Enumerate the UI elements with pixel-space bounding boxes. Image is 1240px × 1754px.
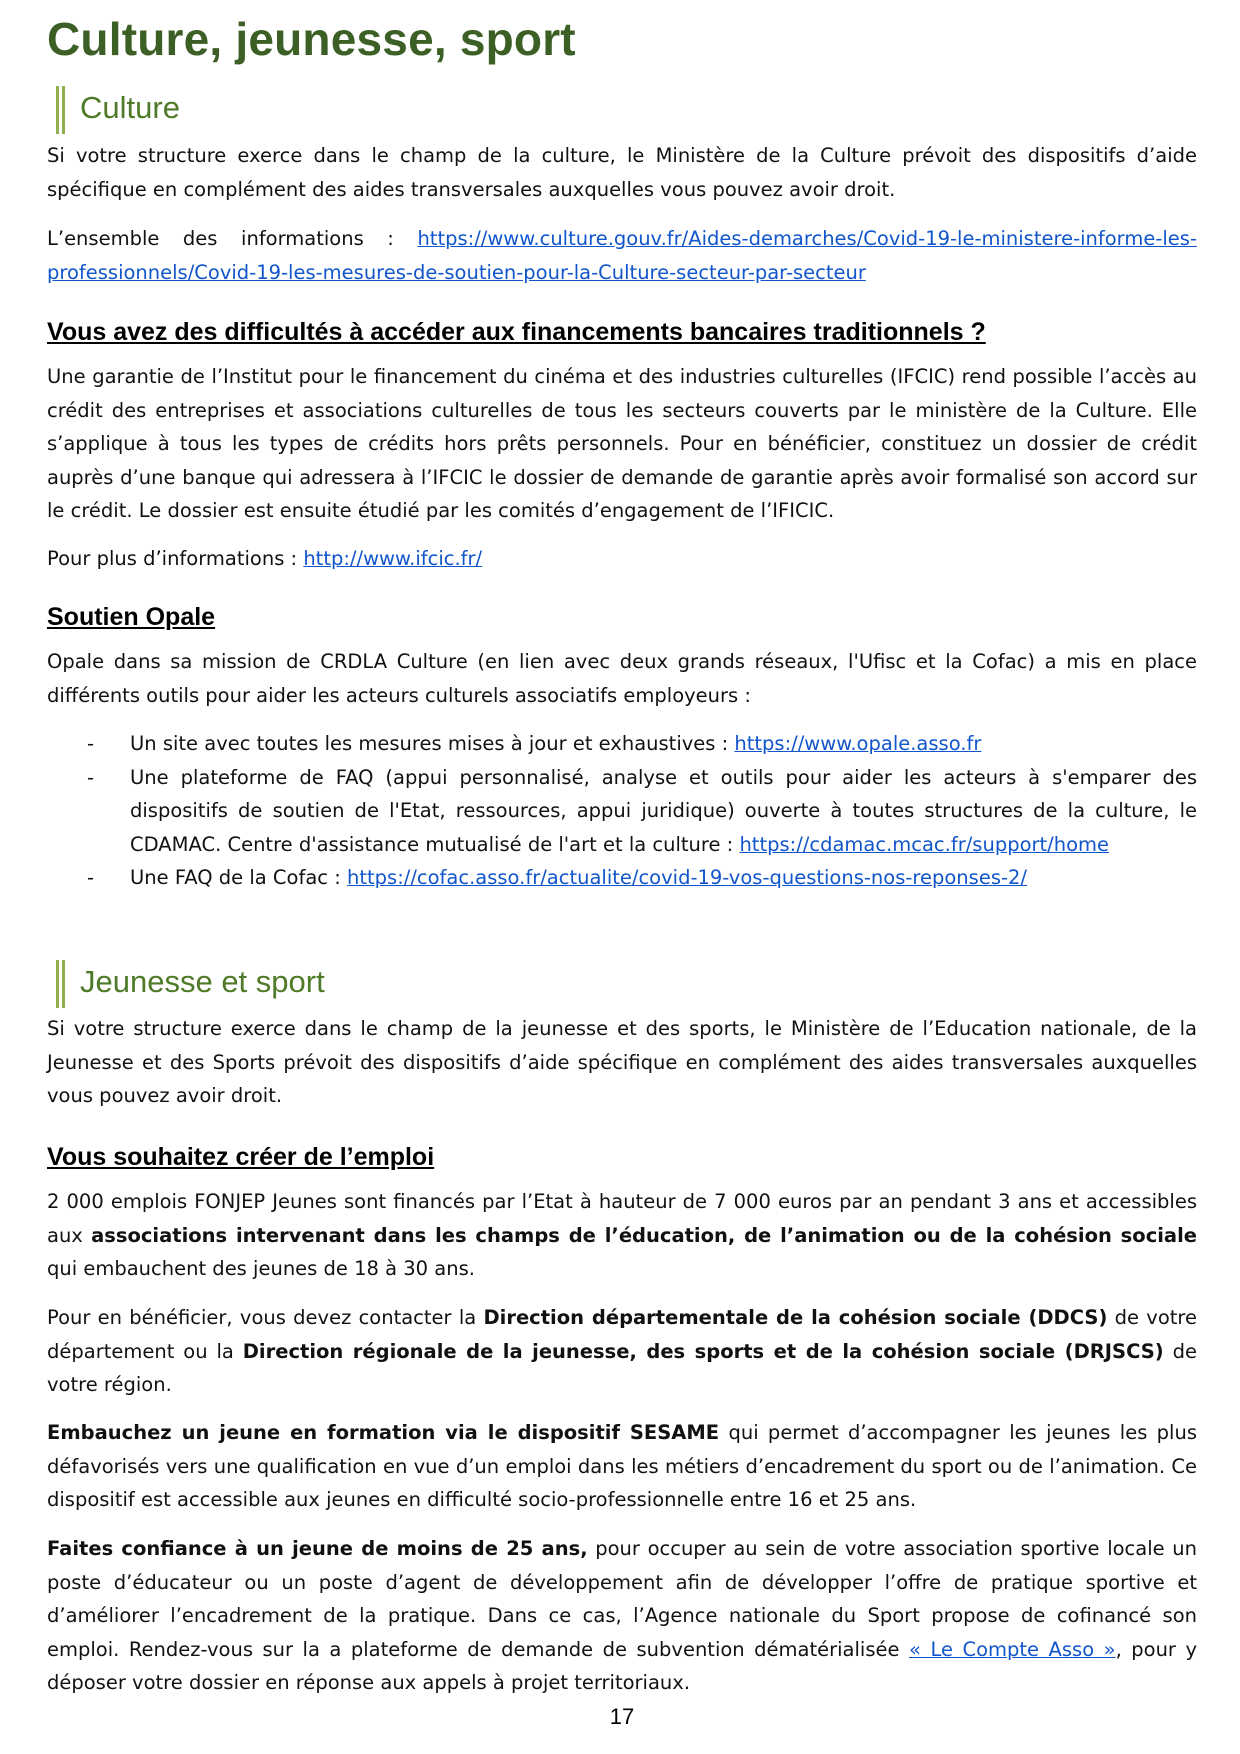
- ifcic-info-label: Pour plus d’informations :: [47, 547, 304, 570]
- text-run-bold: Direction régionale de la jeunesse, des sports et de la cohésion sociale (DRJSCS): [242, 1339, 1164, 1363]
- opale-text: Opale dans sa mission de CRDLA Culture (en lien avec deux grands réseaux, l'Ufisc et la Cofac) a mis en place différents outils pour aider les acteurs culturels associatifs employeurs :: [47, 650, 1197, 707]
- emploi-paragraph-1: [47, 1185, 1197, 1286]
- bullet-dash: -: [87, 866, 95, 889]
- section-marker-icon: [56, 960, 68, 1008]
- list-item: [47, 761, 1197, 862]
- section-title-jeunesse: Jeunesse et sport: [80, 964, 325, 999]
- jeunesse-intro: Si votre structure exerce dans le champ de la jeunesse et des sports, le Ministère de l’Education nationale, de la Jeunesse et des Sports prévoit des dispositifs d’aide spécifique en complément des aides transversales auxquelles vous pouvez avoir droit.: [47, 1017, 1197, 1107]
- list-item: [47, 861, 1197, 895]
- cdamac-link[interactable]: https://cdamac.mcac.fr/support/home: [739, 832, 1110, 856]
- ifcic-link[interactable]: http://www.ifcic.fr/: [303, 547, 483, 570]
- compte-asso-link[interactable]: « Le Compte Asso »: [909, 1637, 1116, 1661]
- financing-heading: Vous avez des difficultés à accéder aux financements bancaires traditionnels ?: [47, 318, 986, 346]
- opale-bullet-list: [47, 727, 1197, 895]
- text-run: de votre région.: [47, 1339, 1197, 1396]
- culture-intro: Si votre structure exerce dans le champ de la culture, le Ministère de la Culture prévoit des dispositifs d’aide spécifique en complément des aides transversales auxquelles vous pouvez avoir droit.: [47, 144, 1197, 201]
- text-run: pour occuper au sein de votre association sportive locale un poste d’éducateur ou un poste d’agent de développement afin de développer l’offre de pratique sportive et d’améliorer l’encadrement de la pratique. Dans ce cas, l’Agence nationale du Sport propose de cofinancé son emploi. Rendez-vous sur la a plateforme de demande de subvention dématérialisée: [47, 1537, 1197, 1661]
- cofac-faq-link[interactable]: https://cofac.asso.fr/actualite/covid-19-vos-questions-nos-reponses-2/: [347, 866, 1027, 889]
- text-run: qui permet d’accompagner les jeunes les plus défavorisés vers une qualification en vue d’un emploi dans les métiers d’encadrement du sport ou de l’animation. Ce dispositif est accessible aux jeunes en difficulté socio-professionnelle entre 16 et 25 ans.: [47, 1421, 1197, 1511]
- ifcic-info-paragraph: [47, 542, 1197, 576]
- culture-info-label: L’ensemble des informations :: [47, 227, 418, 250]
- text-run-bold: associations intervenant dans les champs de l’éducation, de l’animation ou de la cohésion sociale: [91, 1223, 1198, 1247]
- text-run: Pour en bénéficier, vous devez contacter la: [47, 1306, 484, 1329]
- culture-info-link[interactable]: https://www.culture.gouv.fr/Aides-demarches/Covid-19-le-ministere-informe-les-professionnels/Covid-19-les-mesures-de-soutien-pour-la-Culture-secteur-par-secteur: [47, 227, 1197, 284]
- list-item-text: Une plateforme de FAQ (appui personnalisé, analyse et outils pour aider les acteurs à s'emparer des dispositifs de soutien de l'Etat, ressources, appui juridique) ouverte à toutes structures de la culture, le CDAMAC. Centre d'assistance mutualisé de l'art et la culture :: [130, 765, 1197, 856]
- text-run: , pour y déposer votre dossier en réponse aux appels à projet territoriaux.: [47, 1637, 1197, 1694]
- emploi-heading: Vous souhaitez créer de l’emploi: [47, 1143, 435, 1171]
- text-run: 2 000 emplois FONJEP Jeunes sont financés par l’Etat à hauteur de 7 000 euros par an pendant 3 ans et accessibles aux: [47, 1190, 1197, 1247]
- section-title-culture: Culture: [80, 90, 180, 125]
- list-item-text: Un site avec toutes les mesures mises à jour et exhaustives :: [130, 732, 735, 755]
- list-item-text: Une FAQ de la Cofac :: [130, 866, 347, 889]
- list-item: [47, 727, 1197, 761]
- opale-heading: Soutien Opale: [47, 603, 216, 631]
- text-run-bold: Faites confiance à un jeune de moins de 25 ans,: [47, 1537, 588, 1560]
- text-run-bold: Embauchez un jeune en formation via le dispositif SESAME: [47, 1421, 720, 1444]
- text-run: de votre département ou la: [47, 1306, 1197, 1363]
- section-marker-icon: [56, 86, 68, 134]
- culture-info-paragraph: [47, 222, 1197, 289]
- emploi-paragraph-4: [47, 1532, 1197, 1700]
- page-title: Culture, jeunesse, sport: [47, 13, 576, 65]
- emploi-paragraph-3: [47, 1416, 1197, 1517]
- bullet-dash: -: [87, 732, 95, 755]
- text-run: qui embauchent des jeunes de 18 à 30 ans.: [47, 1257, 475, 1280]
- page-number: 17: [609, 1704, 635, 1729]
- bullet-dash: -: [87, 765, 95, 789]
- financing-text: Une garantie de l’Institut pour le financement du cinéma et des industries culturelles (IFCIC) rend possible l’accès au crédit des entreprises et associations culturelles de tous les secteurs couverts par le ministère de la Culture. Elle s’applique à tous les types de crédits hors prêts personnels. Pour en bénéficier, constituez un dossier de crédit auprès d’une banque qui adressera à l’IFCIC le dossier de demande de garantie après avoir formalisé son accord sur le crédit. Le dossier est ensuite étudié par les comités d’engagement de l’IFICIC.: [47, 365, 1197, 522]
- emploi-paragraph-2: [47, 1301, 1197, 1402]
- text-run-bold: Direction départementale de la cohésion sociale (DDCS): [483, 1306, 1108, 1329]
- opale-site-link[interactable]: https://www.opale.asso.fr: [734, 732, 982, 755]
